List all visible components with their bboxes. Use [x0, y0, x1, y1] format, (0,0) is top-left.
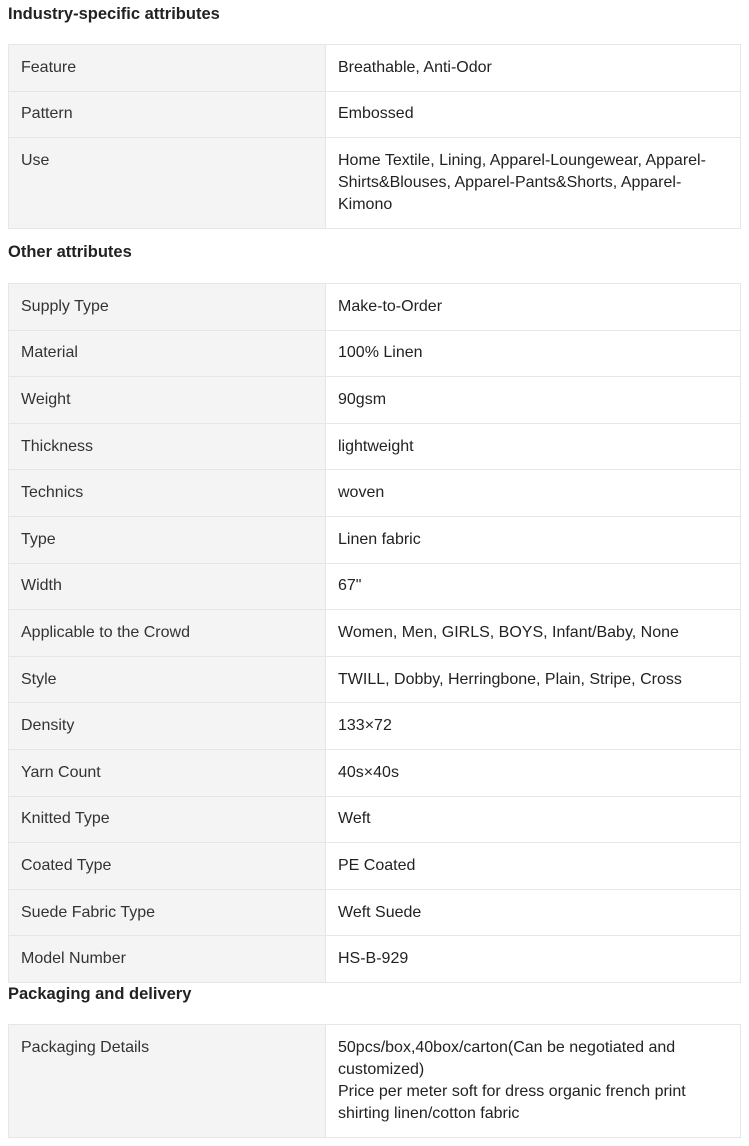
attr-key: Packaging Details: [9, 1025, 326, 1138]
table-row: [9, 284, 741, 331]
attr-key: Technics: [9, 470, 326, 517]
attr-value: 40s×40s: [326, 749, 741, 796]
packaging-details-line: 50pcs/box,40box/carton(Can be negotiated and customized): [338, 1039, 676, 1078]
attr-value: Make-to-Order: [326, 284, 741, 331]
other-attributes-table: [8, 283, 741, 983]
attr-value: Home Textile, Lining, Apparel-Loungewear, Apparel-Shirts&Blouses, Apparel-Pants&Shorts, Apparel-Kimono: [326, 138, 741, 229]
attr-key: Weight: [9, 377, 326, 424]
packaging-details-line: Price per meter soft for dress organic french print shirting linen/cotton fabric: [338, 1083, 686, 1122]
attr-value: Women, Men, GIRLS, BOYS, Infant/Baby, None: [326, 610, 741, 657]
section-title-packaging: Packaging and delivery: [8, 985, 192, 1003]
attr-value: woven: [326, 470, 741, 517]
table-row: [9, 470, 741, 517]
attr-key: Thickness: [9, 423, 326, 470]
attr-key: Type: [9, 516, 326, 563]
table-row: [9, 889, 741, 936]
table-row: [9, 703, 741, 750]
attr-key: Pattern: [9, 91, 326, 138]
table-row: [9, 91, 741, 138]
attr-key: Supply Type: [9, 284, 326, 331]
table-row: [9, 563, 741, 610]
attr-value: HS-B-929: [326, 936, 741, 983]
packaging-attributes-table: [8, 1024, 741, 1138]
table-row: [9, 610, 741, 657]
table-row: [9, 423, 741, 470]
attr-key: Material: [9, 330, 326, 377]
attr-key: Width: [9, 563, 326, 610]
attr-key: Feature: [9, 45, 326, 92]
attr-value: TWILL, Dobby, Herringbone, Plain, Stripe, Cross: [326, 656, 741, 703]
attr-value: 133×72: [326, 703, 741, 750]
table-row: [9, 1025, 741, 1138]
attr-value: Weft: [326, 796, 741, 843]
table-row: [9, 656, 741, 703]
attr-key: Model Number: [9, 936, 326, 983]
table-row: [9, 796, 741, 843]
attr-value: 67": [326, 563, 741, 610]
attr-value: 90gsm: [326, 377, 741, 424]
section-title-industry: Industry-specific attributes: [8, 5, 220, 23]
attr-value: Embossed: [326, 91, 741, 138]
attr-value: Linen fabric: [326, 516, 741, 563]
attr-key: Style: [9, 656, 326, 703]
table-row: [9, 138, 741, 229]
table-row: [9, 516, 741, 563]
attr-value: PE Coated: [326, 843, 741, 890]
attr-key: Suede Fabric Type: [9, 889, 326, 936]
industry-attributes-table: [8, 44, 741, 229]
attr-key: Yarn Count: [9, 749, 326, 796]
attr-value: Breathable, Anti-Odor: [326, 45, 741, 92]
table-row: [9, 45, 741, 92]
attr-value: 100% Linen: [326, 330, 741, 377]
table-row: [9, 936, 741, 983]
attr-key: Density: [9, 703, 326, 750]
attr-value: lightweight: [326, 423, 741, 470]
section-title-other: Other attributes: [8, 243, 132, 261]
attr-key: Applicable to the Crowd: [9, 610, 326, 657]
attr-key: Coated Type: [9, 843, 326, 890]
table-row: [9, 843, 741, 890]
table-row: [9, 749, 741, 796]
attr-key: Knitted Type: [9, 796, 326, 843]
table-row: [9, 377, 741, 424]
attr-value: Weft Suede: [326, 889, 741, 936]
table-row: [9, 330, 741, 377]
attr-key: Use: [9, 138, 326, 229]
attr-value: [326, 1025, 741, 1138]
